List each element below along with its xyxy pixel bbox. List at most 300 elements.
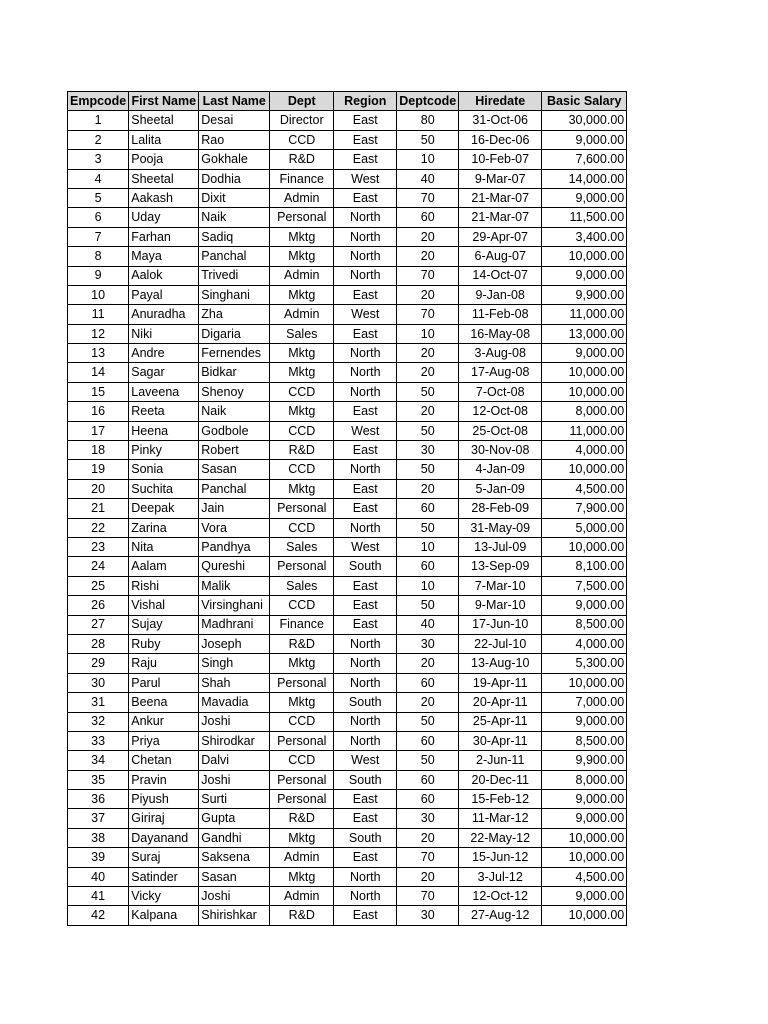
cell-hiredate: 5-Jan-09 (459, 479, 542, 498)
cell-dept: Admin (270, 266, 334, 285)
cell-deptcode: 60 (397, 770, 459, 789)
cell-last-name: Joshi (199, 770, 270, 789)
cell-hiredate: 7-Mar-10 (459, 576, 542, 595)
cell-empcode: 23 (68, 537, 129, 556)
cell-empcode: 38 (68, 828, 129, 847)
header-row (68, 92, 627, 111)
cell-region: East (334, 809, 397, 828)
cell-dept: R&D (270, 906, 334, 925)
column-header-empcode: Empcode (68, 92, 129, 111)
cell-deptcode: 20 (397, 285, 459, 304)
cell-dept: R&D (270, 441, 334, 460)
table-row (68, 499, 627, 518)
cell-dept: R&D (270, 150, 334, 169)
cell-first-name: Vicky (129, 887, 199, 906)
cell-hiredate: 13-Sep-09 (459, 557, 542, 576)
cell-first-name: Sonia (129, 460, 199, 479)
cell-last-name: Dodhia (199, 169, 270, 188)
cell-deptcode: 60 (397, 673, 459, 692)
cell-region: East (334, 111, 397, 130)
cell-hiredate: 20-Apr-11 (459, 693, 542, 712)
cell-empcode: 29 (68, 654, 129, 673)
cell-last-name: Surti (199, 790, 270, 809)
cell-hiredate: 22-May-12 (459, 828, 542, 847)
table-row (68, 848, 627, 867)
cell-last-name: Trivedi (199, 266, 270, 285)
table-row (68, 324, 627, 343)
table-row (68, 770, 627, 789)
cell-first-name: Aalam (129, 557, 199, 576)
cell-deptcode: 80 (397, 111, 459, 130)
table-row (68, 344, 627, 363)
cell-deptcode: 50 (397, 712, 459, 731)
cell-deptcode: 50 (397, 130, 459, 149)
cell-basic-salary: 9,000.00 (542, 188, 627, 207)
table-row (68, 906, 627, 925)
cell-hiredate: 17-Aug-08 (459, 363, 542, 382)
cell-first-name: Sujay (129, 615, 199, 634)
cell-empcode: 35 (68, 770, 129, 789)
cell-dept: Mktg (270, 654, 334, 673)
cell-last-name: Saksena (199, 848, 270, 867)
cell-dept: CCD (270, 421, 334, 440)
cell-empcode: 36 (68, 790, 129, 809)
cell-deptcode: 50 (397, 421, 459, 440)
column-header-hiredate: Hiredate (459, 92, 542, 111)
cell-empcode: 8 (68, 247, 129, 266)
cell-region: North (334, 654, 397, 673)
cell-dept: Personal (270, 208, 334, 227)
column-header-first-name: First Name (129, 92, 199, 111)
table-row (68, 441, 627, 460)
cell-basic-salary: 7,500.00 (542, 576, 627, 595)
cell-region: East (334, 130, 397, 149)
cell-first-name: Priya (129, 731, 199, 750)
cell-first-name: Parul (129, 673, 199, 692)
cell-basic-salary: 9,000.00 (542, 790, 627, 809)
cell-empcode: 7 (68, 227, 129, 246)
cell-basic-salary: 9,000.00 (542, 344, 627, 363)
cell-hiredate: 4-Jan-09 (459, 460, 542, 479)
cell-dept: Personal (270, 557, 334, 576)
cell-hiredate: 21-Mar-07 (459, 208, 542, 227)
cell-last-name: Qureshi (199, 557, 270, 576)
cell-deptcode: 70 (397, 848, 459, 867)
cell-hiredate: 22-Jul-10 (459, 634, 542, 653)
cell-empcode: 4 (68, 169, 129, 188)
cell-dept: Mktg (270, 828, 334, 847)
cell-dept: Mktg (270, 479, 334, 498)
cell-first-name: Suchita (129, 479, 199, 498)
cell-hiredate: 16-May-08 (459, 324, 542, 343)
table-row (68, 790, 627, 809)
cell-last-name: Zha (199, 305, 270, 324)
cell-dept: R&D (270, 809, 334, 828)
cell-empcode: 13 (68, 344, 129, 363)
cell-basic-salary: 9,000.00 (542, 809, 627, 828)
cell-basic-salary: 14,000.00 (542, 169, 627, 188)
cell-empcode: 3 (68, 150, 129, 169)
cell-hiredate: 11-Mar-12 (459, 809, 542, 828)
cell-basic-salary: 10,000.00 (542, 537, 627, 556)
cell-last-name: Gokhale (199, 150, 270, 169)
column-header-basic-salary: Basic Salary (542, 92, 627, 111)
cell-last-name: Gupta (199, 809, 270, 828)
cell-first-name: Aakash (129, 188, 199, 207)
cell-basic-salary: 8,000.00 (542, 402, 627, 421)
cell-first-name: Satinder (129, 867, 199, 886)
cell-first-name: Pooja (129, 150, 199, 169)
cell-first-name: Sheetal (129, 111, 199, 130)
cell-dept: Finance (270, 615, 334, 634)
cell-dept: Personal (270, 673, 334, 692)
cell-basic-salary: 5,300.00 (542, 654, 627, 673)
cell-region: North (334, 731, 397, 750)
cell-first-name: Chetan (129, 751, 199, 770)
cell-hiredate: 19-Apr-11 (459, 673, 542, 692)
table-row (68, 557, 627, 576)
cell-first-name: Pinky (129, 441, 199, 460)
cell-first-name: Vishal (129, 596, 199, 615)
cell-hiredate: 30-Nov-08 (459, 441, 542, 460)
cell-first-name: Payal (129, 285, 199, 304)
cell-empcode: 41 (68, 887, 129, 906)
cell-hiredate: 17-Jun-10 (459, 615, 542, 634)
cell-empcode: 20 (68, 479, 129, 498)
cell-hiredate: 3-Jul-12 (459, 867, 542, 886)
cell-first-name: Ruby (129, 634, 199, 653)
cell-last-name: Shah (199, 673, 270, 692)
cell-empcode: 24 (68, 557, 129, 576)
cell-deptcode: 40 (397, 169, 459, 188)
cell-deptcode: 50 (397, 751, 459, 770)
cell-basic-salary: 4,000.00 (542, 634, 627, 653)
cell-empcode: 37 (68, 809, 129, 828)
cell-empcode: 17 (68, 421, 129, 440)
column-header-last-name: Last Name (199, 92, 270, 111)
cell-first-name: Suraj (129, 848, 199, 867)
cell-first-name: Deepak (129, 499, 199, 518)
cell-last-name: Mavadia (199, 693, 270, 712)
employee-table (67, 91, 627, 926)
cell-dept: Personal (270, 770, 334, 789)
cell-region: East (334, 576, 397, 595)
cell-empcode: 31 (68, 693, 129, 712)
cell-deptcode: 30 (397, 634, 459, 653)
cell-empcode: 25 (68, 576, 129, 595)
cell-last-name: Godbole (199, 421, 270, 440)
cell-first-name: Ankur (129, 712, 199, 731)
cell-first-name: Uday (129, 208, 199, 227)
cell-dept: CCD (270, 460, 334, 479)
cell-first-name: Andre (129, 344, 199, 363)
cell-empcode: 10 (68, 285, 129, 304)
table-row (68, 188, 627, 207)
cell-first-name: Pravin (129, 770, 199, 789)
cell-first-name: Piyush (129, 790, 199, 809)
cell-region: South (334, 828, 397, 847)
cell-first-name: Laveena (129, 382, 199, 401)
cell-deptcode: 10 (397, 576, 459, 595)
cell-dept: Admin (270, 305, 334, 324)
cell-empcode: 19 (68, 460, 129, 479)
cell-hiredate: 2-Jun-11 (459, 751, 542, 770)
cell-first-name: Farhan (129, 227, 199, 246)
table-row (68, 518, 627, 537)
cell-basic-salary: 8,500.00 (542, 731, 627, 750)
cell-basic-salary: 9,000.00 (542, 266, 627, 285)
table-row (68, 460, 627, 479)
cell-empcode: 5 (68, 188, 129, 207)
table-row (68, 828, 627, 847)
table-row (68, 731, 627, 750)
cell-dept: Mktg (270, 344, 334, 363)
cell-region: North (334, 266, 397, 285)
table-row (68, 751, 627, 770)
cell-region: East (334, 499, 397, 518)
cell-region: North (334, 712, 397, 731)
cell-dept: CCD (270, 712, 334, 731)
cell-deptcode: 30 (397, 441, 459, 460)
cell-first-name: Maya (129, 247, 199, 266)
cell-basic-salary: 11,000.00 (542, 421, 627, 440)
cell-hiredate: 20-Dec-11 (459, 770, 542, 789)
cell-last-name: Shirodkar (199, 731, 270, 750)
cell-hiredate: 29-Apr-07 (459, 227, 542, 246)
cell-last-name: Joseph (199, 634, 270, 653)
cell-dept: Mktg (270, 227, 334, 246)
cell-empcode: 27 (68, 615, 129, 634)
cell-region: West (334, 305, 397, 324)
cell-hiredate: 6-Aug-07 (459, 247, 542, 266)
cell-basic-salary: 13,000.00 (542, 324, 627, 343)
cell-basic-salary: 9,900.00 (542, 285, 627, 304)
cell-basic-salary: 8,500.00 (542, 615, 627, 634)
table-row (68, 285, 627, 304)
table-row (68, 305, 627, 324)
cell-dept: Mktg (270, 402, 334, 421)
cell-deptcode: 10 (397, 150, 459, 169)
cell-last-name: Singhani (199, 285, 270, 304)
cell-first-name: Rishi (129, 576, 199, 595)
cell-last-name: Digaria (199, 324, 270, 343)
cell-first-name: Niki (129, 324, 199, 343)
cell-first-name: Anuradha (129, 305, 199, 324)
cell-deptcode: 20 (397, 227, 459, 246)
cell-region: East (334, 615, 397, 634)
cell-basic-salary: 4,500.00 (542, 479, 627, 498)
table-row (68, 654, 627, 673)
cell-last-name: Desai (199, 111, 270, 130)
cell-empcode: 6 (68, 208, 129, 227)
cell-last-name: Joshi (199, 887, 270, 906)
cell-hiredate: 31-May-09 (459, 518, 542, 537)
table-row (68, 576, 627, 595)
cell-deptcode: 20 (397, 867, 459, 886)
cell-hiredate: 3-Aug-08 (459, 344, 542, 363)
cell-deptcode: 30 (397, 906, 459, 925)
table-row (68, 402, 627, 421)
cell-deptcode: 20 (397, 654, 459, 673)
cell-last-name: Vora (199, 518, 270, 537)
table-row (68, 227, 627, 246)
cell-last-name: Shenoy (199, 382, 270, 401)
cell-dept: CCD (270, 130, 334, 149)
cell-basic-salary: 7,600.00 (542, 150, 627, 169)
cell-first-name: Dayanand (129, 828, 199, 847)
cell-last-name: Sadiq (199, 227, 270, 246)
cell-dept: R&D (270, 634, 334, 653)
cell-region: North (334, 382, 397, 401)
cell-last-name: Shirishkar (199, 906, 270, 925)
cell-deptcode: 50 (397, 596, 459, 615)
table-row (68, 537, 627, 556)
cell-dept: Admin (270, 188, 334, 207)
cell-basic-salary: 10,000.00 (542, 673, 627, 692)
cell-region: North (334, 208, 397, 227)
column-header-deptcode: Deptcode (397, 92, 459, 111)
cell-empcode: 30 (68, 673, 129, 692)
cell-region: East (334, 324, 397, 343)
cell-region: North (334, 673, 397, 692)
cell-last-name: Rao (199, 130, 270, 149)
cell-last-name: Sasan (199, 867, 270, 886)
cell-dept: Sales (270, 324, 334, 343)
cell-basic-salary: 30,000.00 (542, 111, 627, 130)
cell-empcode: 40 (68, 867, 129, 886)
cell-hiredate: 25-Apr-11 (459, 712, 542, 731)
cell-last-name: Gandhi (199, 828, 270, 847)
cell-hiredate: 12-Oct-12 (459, 887, 542, 906)
cell-dept: Personal (270, 499, 334, 518)
cell-empcode: 32 (68, 712, 129, 731)
cell-empcode: 9 (68, 266, 129, 285)
cell-basic-salary: 9,000.00 (542, 887, 627, 906)
cell-region: North (334, 867, 397, 886)
cell-hiredate: 13-Jul-09 (459, 537, 542, 556)
cell-first-name: Aalok (129, 266, 199, 285)
cell-basic-salary: 10,000.00 (542, 906, 627, 925)
cell-dept: Sales (270, 537, 334, 556)
cell-deptcode: 20 (397, 247, 459, 266)
cell-dept: Personal (270, 731, 334, 750)
cell-first-name: Giriraj (129, 809, 199, 828)
cell-hiredate: 21-Mar-07 (459, 188, 542, 207)
cell-empcode: 12 (68, 324, 129, 343)
cell-last-name: Jain (199, 499, 270, 518)
cell-region: East (334, 285, 397, 304)
cell-deptcode: 50 (397, 382, 459, 401)
table-row (68, 596, 627, 615)
cell-deptcode: 40 (397, 615, 459, 634)
table-row (68, 867, 627, 886)
cell-last-name: Malik (199, 576, 270, 595)
cell-region: West (334, 751, 397, 770)
cell-basic-salary: 10,000.00 (542, 247, 627, 266)
cell-deptcode: 50 (397, 518, 459, 537)
cell-basic-salary: 5,000.00 (542, 518, 627, 537)
cell-deptcode: 20 (397, 693, 459, 712)
cell-basic-salary: 4,500.00 (542, 867, 627, 886)
cell-last-name: Madhrani (199, 615, 270, 634)
cell-region: East (334, 441, 397, 460)
table-row (68, 479, 627, 498)
table-row (68, 363, 627, 382)
cell-deptcode: 50 (397, 460, 459, 479)
cell-hiredate: 9-Mar-10 (459, 596, 542, 615)
cell-hiredate: 30-Apr-11 (459, 731, 542, 750)
cell-region: North (334, 227, 397, 246)
cell-deptcode: 30 (397, 809, 459, 828)
cell-dept: CCD (270, 382, 334, 401)
cell-region: East (334, 848, 397, 867)
cell-deptcode: 20 (397, 828, 459, 847)
cell-basic-salary: 10,000.00 (542, 460, 627, 479)
cell-empcode: 15 (68, 382, 129, 401)
cell-first-name: Sagar (129, 363, 199, 382)
cell-hiredate: 27-Aug-12 (459, 906, 542, 925)
cell-deptcode: 60 (397, 208, 459, 227)
table-row (68, 693, 627, 712)
cell-basic-salary: 11,500.00 (542, 208, 627, 227)
table-row (68, 421, 627, 440)
cell-last-name: Bidkar (199, 363, 270, 382)
cell-region: North (334, 887, 397, 906)
cell-region: South (334, 770, 397, 789)
cell-first-name: Raju (129, 654, 199, 673)
cell-basic-salary: 11,000.00 (542, 305, 627, 324)
cell-hiredate: 15-Jun-12 (459, 848, 542, 867)
cell-hiredate: 7-Oct-08 (459, 382, 542, 401)
table-body (68, 111, 627, 925)
cell-last-name: Naik (199, 208, 270, 227)
cell-basic-salary: 8,000.00 (542, 770, 627, 789)
cell-hiredate: 28-Feb-09 (459, 499, 542, 518)
cell-region: East (334, 150, 397, 169)
cell-empcode: 18 (68, 441, 129, 460)
cell-region: West (334, 169, 397, 188)
cell-first-name: Kalpana (129, 906, 199, 925)
cell-first-name: Beena (129, 693, 199, 712)
cell-hiredate: 16-Dec-06 (459, 130, 542, 149)
cell-empcode: 42 (68, 906, 129, 925)
cell-empcode: 1 (68, 111, 129, 130)
cell-dept: CCD (270, 518, 334, 537)
cell-deptcode: 10 (397, 324, 459, 343)
table-row (68, 634, 627, 653)
cell-deptcode: 10 (397, 537, 459, 556)
cell-deptcode: 60 (397, 557, 459, 576)
cell-empcode: 11 (68, 305, 129, 324)
cell-basic-salary: 4,000.00 (542, 441, 627, 460)
cell-region: South (334, 557, 397, 576)
cell-basic-salary: 10,000.00 (542, 363, 627, 382)
cell-last-name: Sasan (199, 460, 270, 479)
cell-deptcode: 70 (397, 188, 459, 207)
cell-basic-salary: 10,000.00 (542, 828, 627, 847)
cell-basic-salary: 8,100.00 (542, 557, 627, 576)
cell-last-name: Robert (199, 441, 270, 460)
cell-hiredate: 25-Oct-08 (459, 421, 542, 440)
cell-deptcode: 20 (397, 344, 459, 363)
cell-basic-salary: 9,000.00 (542, 596, 627, 615)
cell-dept: Admin (270, 887, 334, 906)
cell-first-name: Sheetal (129, 169, 199, 188)
cell-empcode: 21 (68, 499, 129, 518)
cell-deptcode: 20 (397, 479, 459, 498)
column-header-region: Region (334, 92, 397, 111)
cell-region: South (334, 693, 397, 712)
